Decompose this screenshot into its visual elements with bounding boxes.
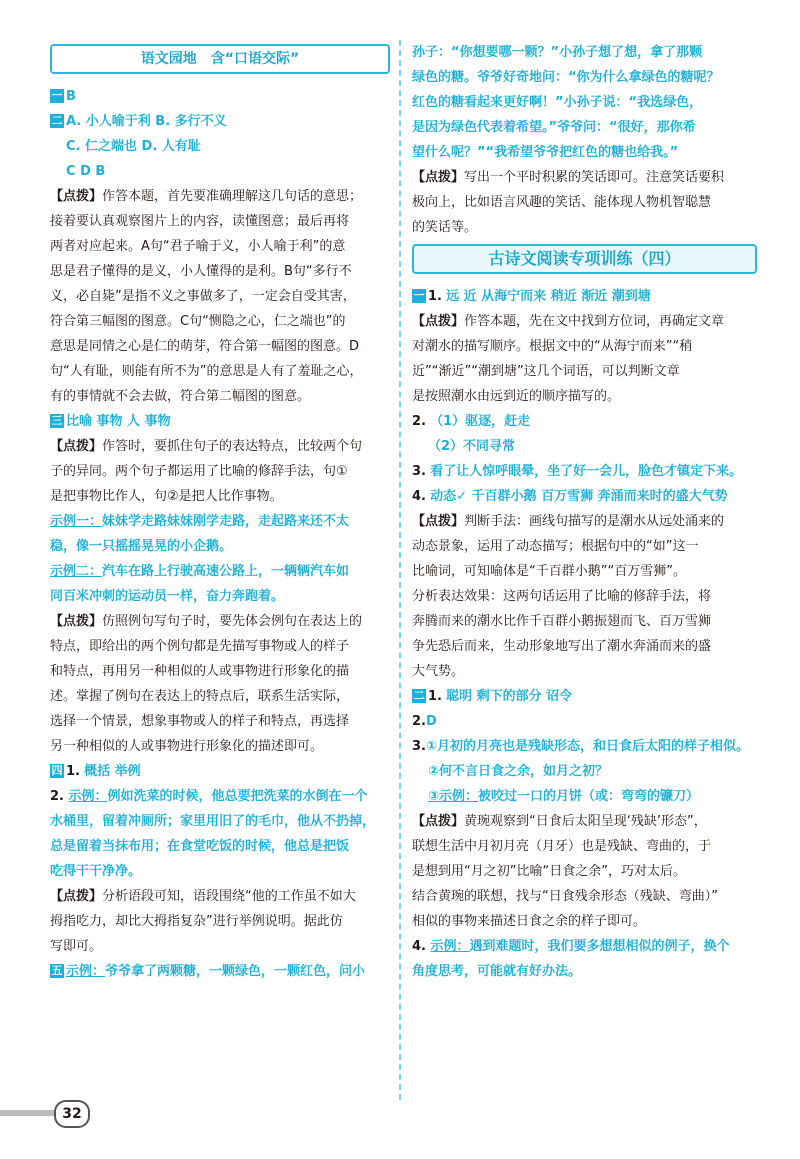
section-badge: 五 bbox=[51, 964, 63, 977]
column-divider bbox=[399, 40, 401, 1100]
tip-block-3: 【点拨】仿照例句写句子时，要先体会例句在表达上的 特点，即给出的两个例句都是先描写事物或人的样子 和特点，再用另一种相似的人或事物进行形象化的描 述。掌握了例句在表达上的特点后，联系生活实际， 选择一个情景，想象事物或人的样子和特点，再选择 另一种相似的人或事物进行形象化的描述即可。 bbox=[50, 614, 363, 754]
answer-section-2: 二 A. 小人喻于利 B. 多行不义 bbox=[51, 114, 227, 129]
tip-label: 【点拨】 bbox=[412, 314, 465, 329]
section-badge: 二 bbox=[51, 114, 63, 127]
left-column bbox=[50, 40, 390, 984]
answer-r-4: 4. 动态✓ 千百群小鹅 百万雪狮 奔涌而来时的盛大气势 bbox=[412, 489, 728, 504]
tip-block-r4: 【点拨】黄琬观察到“日食后太阳呈现‘残缺’形态”， 联想生活中月初月亮（月牙）也是残缺、弯曲的，于 是想到用“月之初”比喻“日食之余”，巧对太后。 结合黄琬的联想，找与“日食残余形态（残缺、弯曲）” 相似的事物来描述日食之余的样子即可。 bbox=[412, 814, 718, 929]
tip-label: 【点拨】 bbox=[50, 614, 103, 629]
tip-label: 【点拨】 bbox=[412, 514, 465, 529]
tip-block-4: 【点拨】分析语段可知，语段围绕“他的工作虽不如大 拇指吃力，却比大拇指复杂”进行举例说明。据此仿 写即可。 bbox=[50, 889, 356, 954]
example-label: 示例： bbox=[430, 939, 470, 954]
section-badge: 二 bbox=[413, 689, 425, 702]
example-label: ③示例： bbox=[428, 789, 479, 804]
answer-5-continued: 孙子：“你想要哪一颗？”小孙子想了想，拿了那颗 绿色的糖。爷爷好奇地问：“你为什么拿绿色的糖呢？ 红色的糖看起来更好啊！”小孙子说：“我选绿色， 是因为绿色代表着希望。”爷爷问：“很好，那你希 望什么呢？”“我希望爷爷把红色的糖也给我。” bbox=[412, 45, 720, 160]
section-badge: 三 bbox=[51, 414, 63, 427]
answer-line: （2）不同寻常 bbox=[428, 439, 516, 454]
answer-section-r2: 二 1. 聪明 剩下的部分 诏令 bbox=[413, 689, 573, 704]
answer-4-2: 2. 示例：例如洗菜的时候，他总要把洗菜的水倒在一个 水桶里，留着冲厕所；家里用旧了的毛巾，他从不扔掉， 总是留着当抹布用；在食堂吃饭的时候，他总是把饭 吃得干干净净。 bbox=[50, 789, 376, 879]
section-badge: 四 bbox=[51, 764, 63, 777]
answer-line: ③示例：被咬过一口的月饼（或：弯弯的镰刀） bbox=[428, 789, 700, 804]
answer-section-4: 四 1. 概括 举例 bbox=[51, 764, 141, 779]
example-1: 示例一：妹妹学走路妹妹刚学走路，走起路来还不太 稳，像一只摇摇晃晃的小企鹅。 bbox=[50, 514, 350, 554]
answer-line: ②何不言日食之余，如月之初？ bbox=[428, 764, 609, 779]
page-number-bar bbox=[0, 1110, 60, 1116]
tip-block-r1: 【点拨】写出一个平时积累的笑话即可。注意笑话要积 极向上，比如语言风趣的笑话、能体现人物机智聪慧 的笑话等。 bbox=[412, 170, 725, 235]
tip-label: 【点拨】 bbox=[50, 439, 103, 454]
example-label: 示例： bbox=[66, 964, 106, 979]
tip-block-r3: 【点拨】判断手法：画线句描写的是潮水从远处涌来的 动态景象，运用了动态描写；根据句中的“如”这一 比喻词，可知喻体是“千百群小鹅”“百万雪狮”。 分析表达效果：这两句话运用了比喻的修辞手法，将 奔腾而来的潮水比作千百群小鹅振翅而飞、百万雪狮 争先恐后而来，生动形象地写出了潮水奔涌而来的盛 大气势。 bbox=[412, 514, 725, 679]
answer-line: C. 仁之端也 D. 人有耻 bbox=[66, 139, 201, 154]
answer-section-3: 三 比喻 事物 人 事物 bbox=[51, 414, 171, 429]
example-label: 示例一： bbox=[50, 514, 103, 529]
answer-r-2: 2. （1）驱逐，赶走 bbox=[412, 414, 531, 429]
answer-line: C D B bbox=[66, 164, 106, 179]
answer-r2-3: 3.①月初的月亮也是残缺形态，和日食后太阳的样子相似。 bbox=[412, 739, 749, 754]
section-banner-yuwen-yuandi: 语文园地 含“口语交际” bbox=[50, 44, 390, 74]
answer-section-r1: 一 1. 远 近 从海宁而来 稍近 渐近 潮到塘 bbox=[413, 289, 651, 304]
page-number: 32 bbox=[54, 1100, 90, 1128]
answer-r-3: 3. 看了让人惊呼眼晕，坐了好一会儿，脸色才镇定下来。 bbox=[412, 464, 743, 479]
tip-block-1: 【点拨】作答本题，首先要准确理解这几句话的意思； 接着要认真观察图片上的内容，读懂图意；最后再将 两者对应起来。A句“君子喻于义，小人喻于利”的意 思是君子懂得的是义，小人懂得的是利。B句“多行不 义，必自毙”是指不义之事做多了，一定会自受其害， 符合第三幅图的图意。C句“恻隐之心，仁之端也”的 意思是同情之心是仁的萌芽，符合第一幅图的图意。D 句“人有耻，则能有所不为”的意思是人有了羞耻之心， 有的事情就不会去做，符合第二幅图的图意。 bbox=[50, 189, 363, 404]
tip-label: 【点拨】 bbox=[50, 889, 103, 904]
tip-block-2: 【点拨】作答时，要抓住句子的表达特点，比较两个句 子的异同。两个句子都运用了比喻的修辞手法，句① 是把事物比作人，句②是把人比作事物。 bbox=[50, 439, 363, 504]
example-label: 示例： bbox=[68, 789, 108, 804]
answer-section-5: 五 示例：爷爷拿了两颗糖，一颗绿色，一颗红色，问小 bbox=[51, 964, 366, 979]
section-badge: 一 bbox=[413, 289, 425, 302]
right-column bbox=[412, 40, 757, 984]
section-banner-gushiwen: 古诗文阅读专项训练（四） bbox=[412, 244, 757, 274]
tip-block-r2: 【点拨】作答本题，先在文中找到方位词，再确定文章 对潮水的描写顺序。根据文中的“从海宁而来”“稍 近”“渐近”“潮到塘”这几个词语，可以判断文章 是按照潮水由远到近的顺序描写的。 bbox=[412, 314, 725, 404]
tip-label: 【点拨】 bbox=[412, 170, 465, 185]
example-label: 示例二： bbox=[50, 564, 103, 579]
answer-r2-2: 2.D bbox=[412, 714, 437, 729]
tip-label: 【点拨】 bbox=[412, 814, 465, 829]
section-badge: 一 bbox=[51, 89, 63, 102]
answer-section-1: 一 B bbox=[51, 89, 76, 104]
tip-label: 【点拨】 bbox=[50, 189, 103, 204]
example-2: 示例二：汽车在路上行驶高速公路上，一辆辆汽车如 同百米冲刺的运动员一样，奋力奔跑着。 bbox=[50, 564, 350, 604]
answer-r2-4: 4. 示例：遇到难题时，我们要多想想相似的例子，换个 角度思考，可能就有好办法。 bbox=[412, 939, 730, 979]
